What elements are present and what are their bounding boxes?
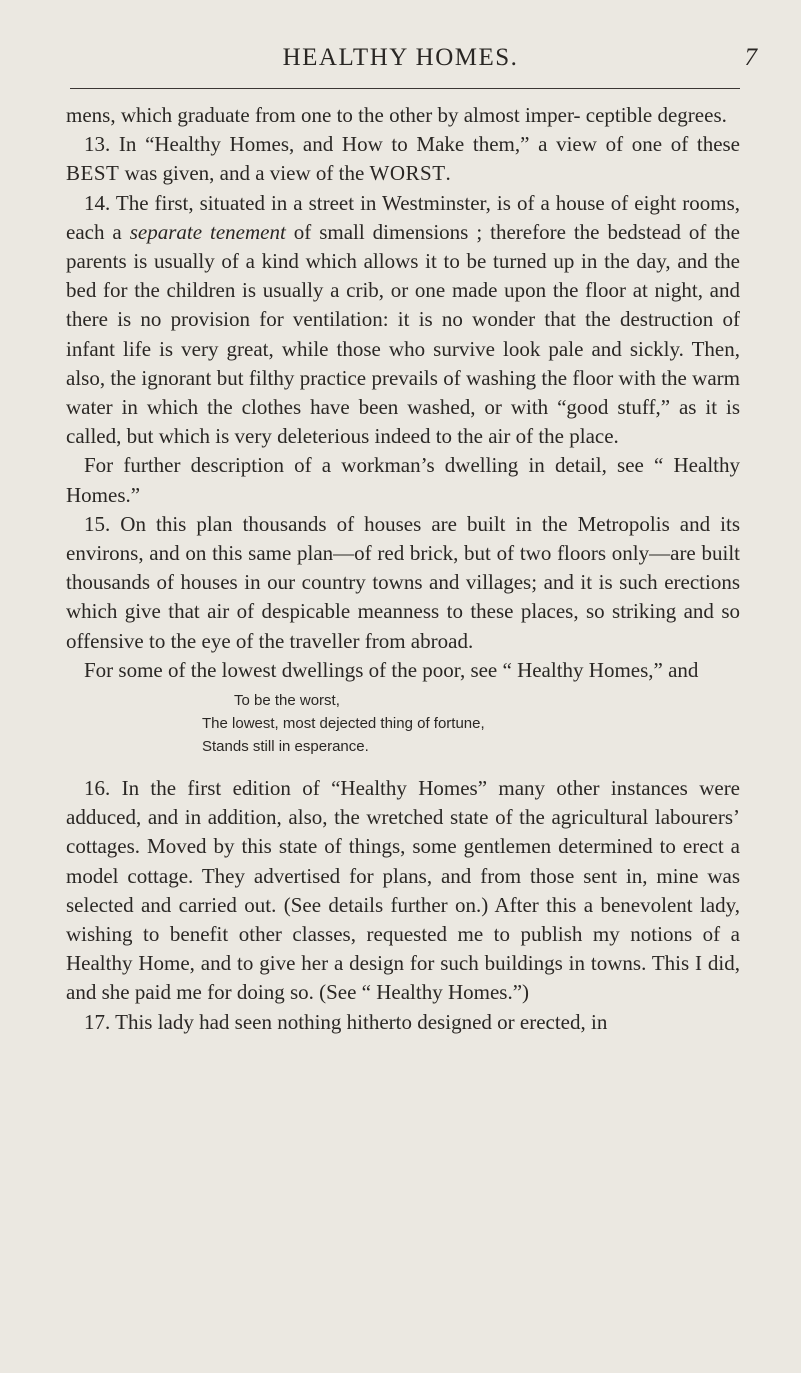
small-caps-worst: WORST [369,161,446,186]
paragraph-17 [66,1008,740,1037]
paragraph-number: 15. [84,511,111,536]
paragraph-continuation: mens, which graduate from one to the other by almost imper- ceptible degrees. [66,103,727,127]
italic-emphasis: separate tenement [129,219,286,244]
paragraph-text: In “Healthy Homes, and How to Make them,” a view of one of these [118,132,741,157]
paragraph-text: In the first edition of “Healthy Homes” many other instances were adduced, and in addition, also, the wretched state of the agricultural labourers’ cottages. Moved by this state of things, some gentlemen determined to erect a model cottage. They advertised for plans, and from those sent in, mine was selected and carried out. (See details further on.) After this a benevolent lady, wishing to benefit other classes, requested me to publish my notions of a Healthy Home, and to give her a design for such buildings in towns. This I did, and she paid me for doing so. (See “ Healthy Homes.”) [66,776,741,1005]
paragraph-text: . [445,161,451,186]
paragraph-text: On this plan thousands of houses are built in the Metropolis and its environs, and on this same plan—of red brick, but of two floors only—are built thousands of houses in our country towns and villages; and it is such erections which give that air of despicable meanness to these places, so striking and so offensive to the eye of the traveller from abroad. [66,511,741,653]
body-text [66,101,740,1037]
paragraph-number: 16. [84,776,111,801]
verse-line: Stands still in esperance. [202,738,369,756]
paragraph-text: was given, and a view of the [119,161,370,186]
paragraph-15 [66,510,740,656]
paragraph-text: The first, situated in a street in Westminster, is of a house of eight rooms, each a [66,190,741,244]
paragraph-16 [66,774,740,1008]
verse-line: To be the worst, [234,692,340,710]
paragraph-15-note: For some of the lowest dwellings of the poor, see “ Healthy Homes,” and [84,657,699,682]
header-rule [70,88,740,89]
verse-line: The lowest, most dejected thing of fortune, [202,715,485,733]
page-header [0,0,801,82]
paragraph-text: This lady had seen nothing hitherto designed or erected, in [115,1009,608,1034]
small-caps-best: BEST [66,161,120,186]
paragraph-number: 13. [84,132,111,157]
paragraph-text: of small dimensions ; therefore the bedstead of the parents is usually of a kind which allows it to be turned up in the day, and the bed for the children is usually a crib, or one made upon the floor at night, and there is no provision for ventilation: it is no wonder that the destruction of infant life is very great, while those who survive look pale and sickly. Then, also, the ignorant but filthy practice prevails of washing the floor with the warm water in which the clothes have been washed, or with “good stuff,” as it is called, but which is very deleterious indeed to the air of the place. [66,219,741,449]
paragraph-13 [66,130,740,188]
paragraph-14 [66,189,740,452]
paragraph-number: 17. [84,1009,111,1034]
running-title: HEALTHY HOMES. [282,44,519,71]
page-number: 7 [744,44,757,71]
paragraph-14-note: For further description of a workman’s dwelling in detail, see “ Healthy Homes.” [66,453,740,507]
paragraph-number: 14. [84,190,111,215]
verse-quote [66,689,740,758]
